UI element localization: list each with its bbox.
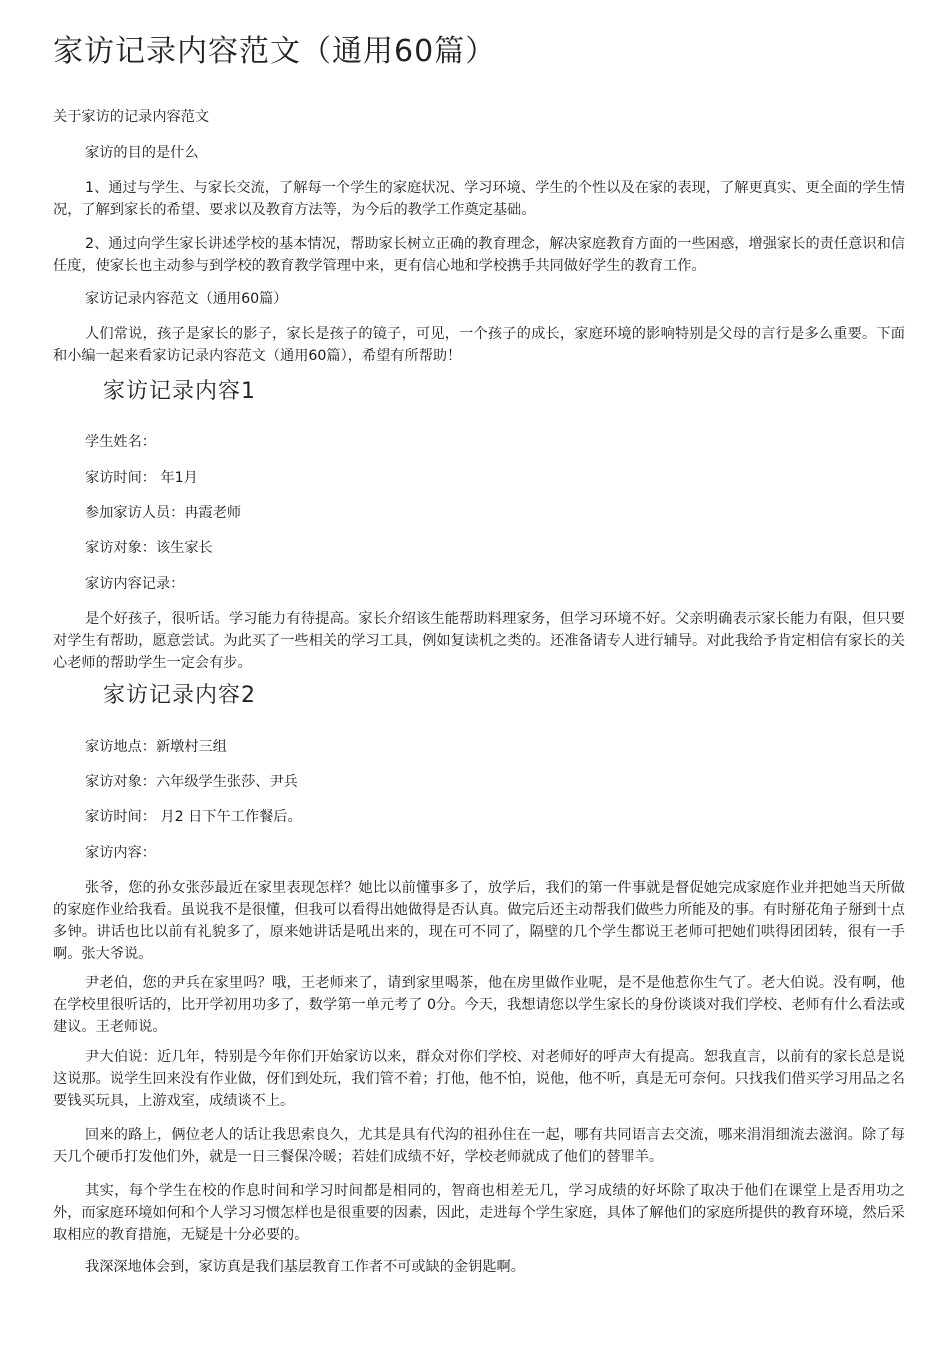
document-title: 家访记录内容范文（通用60篇） bbox=[53, 34, 497, 69]
record-1-visit-time: 家访时间： 年1月 bbox=[85, 470, 198, 486]
purpose-heading: 家访的目的是什么 bbox=[85, 145, 199, 161]
record-2-time: 家访时间： 月2 日下午工作餐后。 bbox=[85, 809, 302, 825]
record-2-paragraph-6: 我深深地体会到，家访真是我们基层教育工作者不可或缺的金钥匙啊。 bbox=[85, 1259, 525, 1275]
purpose-paragraph-1: 1、通过与学生、与家长交流，了解每一个学生的家庭状况、学习环境、学生的个性以及在家的表现，了解更真实、更全面的学生情况，了解到家长的希望、要求以及教育方法等，为今后的教学工作奠定基础。 bbox=[53, 180, 905, 218]
record-2-heading: 家访记录内容2 bbox=[103, 683, 256, 708]
record-1-student-name: 学生姓名： bbox=[85, 434, 156, 450]
record-2-paragraph-5: 其实，每个学生在校的作息时间和学习时间都是相同的，智商也相差无几，学习成绩的好坏除了取决于他们在课堂上是否用功之外，而家庭环境如何和个人学习习惯怎样也是很重要的因素，因此，走进每个学生家庭，具体了解他们的家庭所提供的教育环境，然后采取相应的教育措施，无疑是十分必要的。 bbox=[53, 1183, 905, 1243]
record-2-target: 家访对象：六年级学生张莎、尹兵 bbox=[85, 774, 298, 790]
record-1-target: 家访对象：该生家长 bbox=[85, 540, 213, 556]
record-1-participants: 参加家访人员：冉霞老师 bbox=[85, 505, 242, 521]
record-2-paragraph-2: 尹老伯，您的尹兵在家里吗？哦，王老师来了，请到家里喝茶，他在房里做作业呢，是不是他惹你生气了。老大伯说。没有啊，他在学校里很听话的，比开学初用功多了，数学第一单元考了 0分。今天，我想请您以学生家长的身份谈谈对我们学校、老师有什么看法或建议。王老师说。 bbox=[53, 975, 905, 1035]
record-1-content: 是个好孩子，很听话。学习能力有待提高。家长介绍该生能帮助料理家务，但学习环境不好。父亲明确表示家长能力有限，但只要对学生有帮助，愿意尝试。为此买了一些相关的学习工具，例如复读机之类的。还准备请专人进行辅导。对此我给予肯定相信有家长的关心老师的帮助学生一定会有步。 bbox=[53, 611, 905, 671]
subtitle: 关于家访的记录内容范文 bbox=[53, 109, 210, 125]
record-2-paragraph-3: 尹大伯说：近几年，特别是今年你们开始家访以来，群众对你们学校、对老师好的呼声大有提高。恕我直言，以前有的家长总是说这说那。说学生回来没有作业做，伢们到处玩，我们管不着；打他，他不怕，说他，他不听，真是无可奈何。只找我们借买学习用品之名要钱买玩具，上游戏室，成绩谈不上。 bbox=[53, 1049, 905, 1109]
intro-paragraph: 人们常说，孩子是家长的影子，家长是孩子的镜子，可见，一个孩子的成长，家庭环境的影响特别是父母的言行是多么重要。下面和小编一起来看家访记录内容范文（通用60篇），希望有所帮助！ bbox=[53, 326, 905, 364]
record-2-location: 家访地点：新墩村三组 bbox=[85, 739, 227, 755]
record-1-content-label: 家访内容记录： bbox=[85, 576, 185, 592]
intro-title: 家访记录内容范文（通用60篇） bbox=[85, 291, 288, 307]
record-2-content-label: 家访内容： bbox=[85, 845, 156, 861]
record-2-paragraph-4: 回来的路上，俩位老人的话让我思索良久，尤其是具有代沟的祖孙住在一起，哪有共同语言去交流，哪来涓涓细流去滋润。除了每天几个硬币打发他们外，就是一日三餐保冷暖；若娃们成绩不好，学校老师就成了他们的替罪羊。 bbox=[53, 1127, 905, 1165]
record-1-heading: 家访记录内容1 bbox=[103, 379, 256, 404]
record-2-paragraph-1: 张爷，您的孙女张莎最近在家里表现怎样？她比以前懂事多了，放学后，我们的第一件事就是督促她完成家庭作业并把她当天所做的家庭作业给我看。虽说我不是很懂，但我可以看得出她做得是否认真。做完后还主动帮我们做些力所能及的事。有时掰花角子掰到十点多钟。讲话也比以前有礼貌多了，原来她讲话是吼出来的，现在可不同了，隔壁的几个学生都说王老师可把她们哄得团团转，很有一手啊。张大爷说。 bbox=[53, 880, 905, 962]
purpose-paragraph-2: 2、通过向学生家长讲述学校的基本情况，帮助家长树立正确的教育理念，解决家庭教育方面的一些困惑，增强家长的责任意识和信任度，使家长也主动参与到学校的教育教学管理中来，更有信心地和学校携手共同做好学生的教育工作。 bbox=[53, 236, 905, 274]
